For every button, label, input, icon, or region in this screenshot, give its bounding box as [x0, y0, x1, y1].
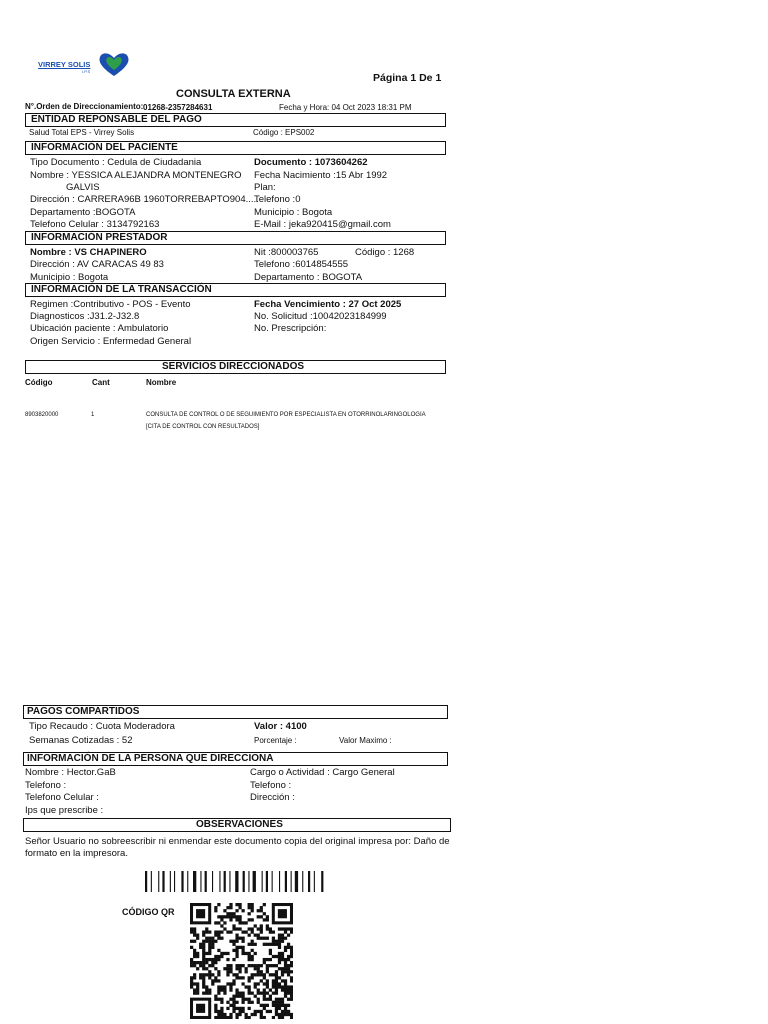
fecha-hora: Fecha y Hora: 04 Oct 2023 18:31 PM: [279, 103, 412, 112]
orden-label: N°.Orden de Direccionamiento:: [25, 102, 144, 111]
section-pagos: [23, 705, 448, 719]
section-transaccion: [25, 283, 446, 297]
paciente-nombre: Nombre : YESSICA ALEJANDRA MONTENEGRO: [30, 170, 242, 181]
pagos-porcentaje: Porcentaje :: [254, 736, 297, 745]
servicio-nombre-detalle: [CITA DE CONTROL CON RESULTADOS]: [146, 424, 260, 430]
section-direcciona: [23, 752, 448, 766]
page-number: Página 1 De 1: [373, 72, 442, 84]
section-transaccion-title: INFORMACIÓN DE LA TRANSACCIÓN: [31, 284, 212, 295]
prestador-nombre: Nombre : VS CHAPINERO: [30, 247, 147, 258]
paciente-tipo-documento: Tipo Documento : Cedula de Ciudadania: [30, 157, 202, 168]
direcciona-telefono: Telefono :: [25, 780, 67, 791]
paciente-email: E-Mail : jeka920415@gmail.com: [254, 219, 391, 230]
servicio-cant: 1: [91, 412, 95, 418]
logo-subtext: I.P.S: [82, 69, 91, 74]
pagos-valor: Valor : 4100: [254, 721, 307, 732]
servicio-codigo: 8903820000: [25, 412, 59, 418]
servicios-header-cant: Cant: [92, 378, 110, 387]
barcode-icon: [145, 871, 345, 892]
prestador-codigo: Código : 1268: [355, 247, 415, 258]
pagos-semanas: Semanas Cotizadas : 52: [29, 735, 133, 746]
section-prestador: [25, 231, 446, 245]
section-servicios: [25, 360, 446, 374]
pagos-valor-maximo: Valor Maximo :: [339, 736, 392, 745]
entidad-nombre: Salud Total EPS - Virrey Solis: [29, 128, 135, 137]
paciente-departamento: Departamento :BOGOTA: [30, 207, 136, 218]
paciente-telefono-celular: Telefono Celular : 3134792163: [30, 219, 160, 230]
transaccion-origen: Origen Servicio : Enfermedad General: [30, 336, 192, 347]
paciente-fecha-nacimiento: Fecha Nacimiento :15 Abr 1992: [254, 170, 388, 181]
qr-code-icon: [190, 903, 293, 1019]
orden-value: 01268-2357284631: [143, 103, 213, 112]
prestador-departamento: Departamento : BOGOTA: [254, 272, 363, 283]
page-title: CONSULTA EXTERNA: [176, 88, 291, 100]
servicios-header-codigo: Código: [25, 378, 53, 387]
logo: [38, 50, 133, 80]
prestador-nit: Nit :800003765: [254, 247, 319, 258]
transaccion-solicitud: No. Solicitud :10042023184999: [254, 311, 387, 322]
transaccion-fecha-vencimiento: Fecha Vencimiento : 27 Oct 2025: [254, 299, 402, 310]
section-servicios-title: SERVICIOS DIRECCIONADOS: [162, 361, 305, 372]
section-paciente-title: INFORMACIÓN DEL PACIENTE: [31, 142, 178, 153]
paciente-documento: Documento : 1073604262: [254, 157, 368, 168]
paciente-nombre2: GALVIS: [66, 182, 100, 193]
section-observaciones-title: OBSERVACIONES: [196, 819, 283, 830]
prestador-municipio: Municipio : Bogota: [30, 272, 109, 283]
direcciona-telefono-celular: Telefono Celular :: [25, 792, 99, 803]
direcciona-cargo: Cargo o Actividad : Cargo General: [250, 767, 395, 778]
transaccion-ubicacion: Ubicación paciente : Ambulatorio: [30, 323, 169, 334]
transaccion-prescripcion: No. Prescripción:: [254, 323, 327, 334]
observaciones-text-2: formato en la impresora.: [25, 848, 128, 859]
paciente-plan: Plan:: [254, 182, 276, 193]
prestador-direccion: Dirección : AV CARACAS 49 83: [30, 259, 164, 270]
transaccion-diagnosticos: Diagnosticos :J31.2-J32.8: [30, 311, 140, 322]
section-paciente: [25, 141, 446, 155]
logo-heart-icon: [96, 50, 132, 78]
section-entidad-title: ENTIDAD REPONSABLE DEL PAGO: [31, 114, 202, 125]
direcciona-nombre: Nombre : Hector.GaB: [25, 767, 116, 778]
direcciona-direccion: Dirección :: [250, 792, 295, 803]
paciente-telefono: Telefono :0: [254, 194, 301, 205]
direcciona-telefono2: Telefono :: [250, 780, 292, 791]
logo-text: VIRREY SOLIS: [38, 60, 91, 69]
servicio-nombre: CONSULTA DE CONTROL O DE SEGUIMIENTO POR ESPECIALISTA EN OTORRINOLARINGOLOGIA: [146, 412, 426, 418]
pagos-tipo-recaudo: Tipo Recaudo : Cuota Moderadora: [29, 721, 175, 732]
entidad-codigo: Código : EPS002: [253, 128, 315, 137]
direcciona-ips: Ips que prescribe :: [25, 805, 104, 816]
servicios-header-nombre: Nombre: [146, 378, 177, 387]
section-direcciona-title: INFORMACIÓN DE LA PERSONA QUE DIRECCIONA: [27, 753, 274, 764]
section-entidad: [25, 113, 446, 127]
prestador-telefono: Telefono :6014854555: [254, 259, 349, 270]
section-observaciones: [23, 818, 451, 832]
paciente-direccion: Dirección : CARRERA96B 1960TORREBAPTO904.....: [30, 194, 259, 205]
section-prestador-title: INFORMACIÓN PRESTADOR: [31, 232, 168, 243]
transaccion-regimen: Regimen :Contributivo - POS - Evento: [30, 299, 191, 310]
qr-label: CÓDIGO QR: [122, 907, 175, 917]
paciente-municipio: Municipio : Bogota: [254, 207, 333, 218]
section-pagos-title: PAGOS COMPARTIDOS: [27, 706, 140, 717]
observaciones-text: Señor Usuario no sobreescribir ni enmendar este documento copia del original impresa por: Daño de: [25, 836, 450, 847]
